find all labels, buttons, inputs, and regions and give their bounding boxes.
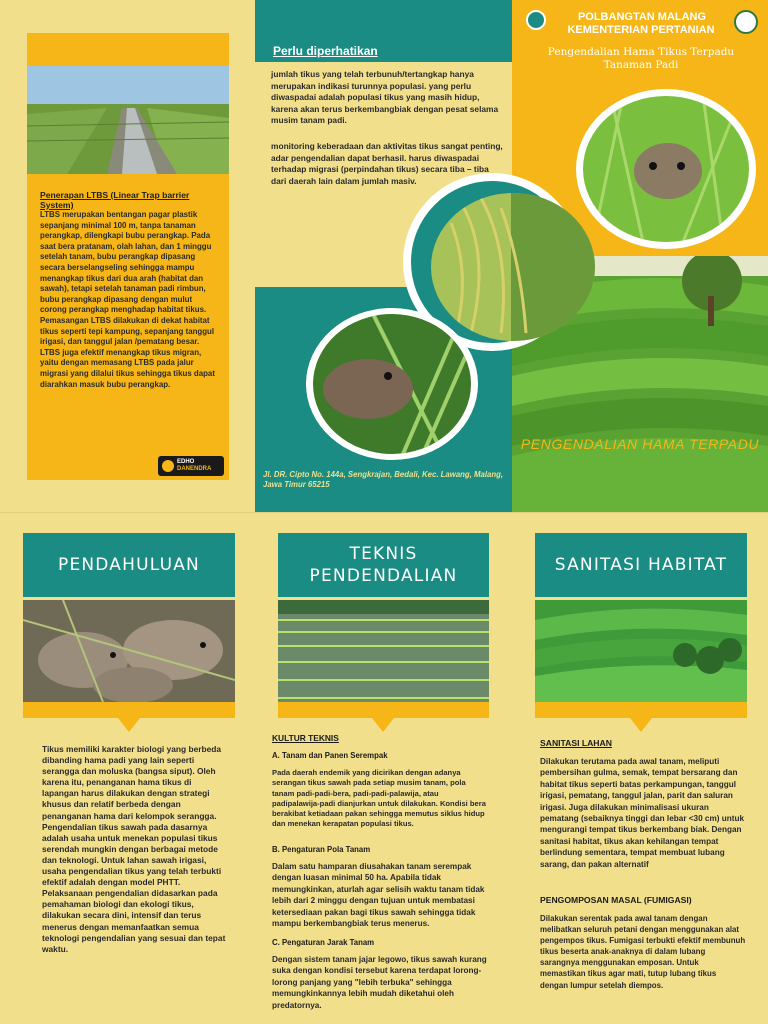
pendahuluan-title [23,533,235,597]
ltbs-title: Penerapan LTBS (Linear Trap barrier System) [40,190,190,210]
sub-c-text: Dengan sistem tanam jajar legowo, tikus sawah kurang suka dengan kondisi tersebut karena terdapat lorong-lorong panjang yang "lebih terbuka" sehingga memungkinkannya lebih mudah diketahui oleh predatornya. [272,955,487,1010]
col3-accent-bar [535,702,747,718]
sanitasi-lahan-heading: SANITASI LAHAN [540,738,612,748]
rice-grain-circle-photo [431,193,595,341]
sanitasi-title [535,533,747,597]
banner-text: PENGENDALIAN HAMA TERPADU [520,436,760,452]
col1-pointer [118,718,140,732]
head-silhouette-icon [162,460,174,472]
pendahuluan-text: Tikus memiliki karakter biologi yang berbeda dibanding hama padi yang lain seperti serangga dan moluska (bangsa siput). Oleh karena itu, penanganan hama tikus di lapangan harus dilakukan dengan strategi khusus dan relatif berbeda dengan penanganan hama dari kelompok serangga. Pengendalian tikus sawah pada dasarnya adalah usaha untuk menekan populasi tikus serendah mungkin dengan berbagai metode dan teknologi. Untuk lahan sawah irigasi, usaha pengendalian tikus yang telah terbukti efektif adalah dengan model PHTT. Pelaksanaan pengendalian didasarkan pada pemahaman biologi dan ekologi tikus, dilakukan secara dini, intensif dan terus menerus dengan memanfaatkan semua teknologi pengendalian yang sesuai dan tepat waktu. [42,744,226,954]
sub-b-heading: B. Pengaturan Pola Tanam [272,845,371,854]
logo-line2: DANENDRA [177,466,212,472]
middle-para2: monitoring keberadaan dan aktivitas tikus sangat penting, adar pengendalian dapat berhasil. harus diwaspadai terhadap migrasi (perpindahan tikus) secara tiba – tiba dari daerah lain dalam jumlah masiv. [271,141,503,186]
author-logo [158,456,224,476]
ltbs-text: LTBS merupakan bentangan pagar plastik sepanjang minimal 100 m, tanpa tanaman perangkap, dilengkapi bubu perangkap. Pada saat bera pratanam, olah lahan, dan 1 minggu setelah tanam, bubu perangkap dipasang secara berselangseling sehingga mampu menangkap tikus dari dua arah (habitat dan sawah), tetapi setelah tanaman padi rimbun, bubu perangkap dipasang dengan mulut corong perangkap menghadap habitat tikus. Pemasangan LTBS dilakukan di dekat habitat tikus seperti tepi kampung, sepanjang tanggul irigasi, dan tanggul jalan /pematang besar. LTBS juga efektif menangkap tikus migran, yaitu dengan memasang LTBS pada jalur migrasi yang dilalui tikus sehingga tikus dapat diarahkan masuk bubu perangkap. [40,210,215,389]
kultur-teknis-heading: KULTUR TEKNIS [272,733,339,743]
fumigasi-text: Dilakukan serentak pada awal tanam dengan melibatkan seluruh petani dengan menggunakan alat pengempos tikus. Fumigasi terbukti efektif membunuh tikus beserta anak-anaknya di dalam lubang sarangnya menggunakan emposan. Untuk memastikan tikus agar mati, tutup lubang tikus dengan lumpur setelah diempos. [540,914,746,990]
mouse-in-grass-circle-photo [583,96,749,242]
rice-seedlings-photo [278,600,489,702]
col2-pointer [372,718,394,732]
col1-accent-bar [23,702,235,718]
teknis-title-line2: PENDENDALIAN [309,566,458,586]
pendahuluan-title-text: PENDAHULUAN [58,555,200,575]
fumigasi-heading: PENGOMPOSAN MASAL (FUMIGASI) [540,895,692,905]
teknis-title-line1: TEKNIS [349,544,418,564]
logo-line1: EDHO [177,459,195,465]
fold-divider [0,512,768,513]
sanitasi-title-text: SANITASI HABITAT [554,555,728,575]
address-text: Jl. DR. Cipto No. 144a, Sengkrajan, Bedali, Kec. Lawang, Malang, Jawa Timur 65215 [263,470,504,489]
rats-photo [23,600,235,702]
kementan-logo-icon [734,10,758,34]
terraced-fields-photo [535,600,747,702]
sub-c-heading: C. Pengaturan Jarak Tanam [272,938,375,947]
col3-pointer [630,718,652,732]
sub-b-text: Dalam satu hamparan diusahakan tanam serempak dengan luasan minimal 50 ha. Apabila tidak memungkinkan, aturlah agar selisih waktu tanam tidak lebih dari 2 minggu dengan tujuan untuk membatasi ketersediaan pakan bagi tikus sawah sehingga tidak mampu berkembangbiak terus menerus. [272,862,485,929]
middle-para1: jumlah tikus yang telah terbunuh/tertangkap hanya merupakan indikasi turunnya populasi. yang perlu diwaspadai adalah populasi tikus yang masih hidup, karena akan terus berkembangbiak dengan pesat selama musim tanam padi. [271,69,499,126]
subtitle: Pengendalian Hama Tikus Terpadu Tanaman Padi [547,46,735,71]
teknis-title [278,533,489,597]
left-panel [0,0,255,512]
irrigation-canal-photo [27,66,229,174]
org-line1: POLBANGTAN MALANG [577,11,707,23]
col2-accent-bar [278,702,489,718]
org-line2: KEMENTERIAN PERTANIAN [567,24,715,36]
sub-a-text: Pada daerah endemik yang dicirikan dengan adanya serangan tikus sawah pada setiap musim tanam, pola tanam padi-padi-bera, padi-padi-palawija, atau padipalawija-padi dianjurkan untuk dilakukan. Kondisi bera berakibat ketiadaan pakan sehingga memutus siklus hidup dan menekan kerapatan populasi tikus. [272,768,486,829]
rat-on-rice-circle-photo [313,314,471,454]
middle-heading: Perlu diperhatikan [273,44,378,58]
sanitasi-lahan-text: Dilakukan terutama pada awal tanam, meliputi pembersihan gulma, semak, tempat bersarang dan habitat tikus seperti batas perkampungan, tanggul irigasi, pematang, tanggul jalan, parit dan saluran irigasi. Juga dilakukan minimalisasi ukuran pematang (sebaiknya tinggi dan lebar <30 cm) untuk mengurangi tempat tikus berkembang biak. Dengan sanitasi habitat, tikus akan kehilangan tempat berlindung sementara, tempat membuat lubang sarang, dan pakan alternatif [540,757,745,869]
sub-a-heading: A. Tanam dan Panen Serempak [272,751,388,760]
